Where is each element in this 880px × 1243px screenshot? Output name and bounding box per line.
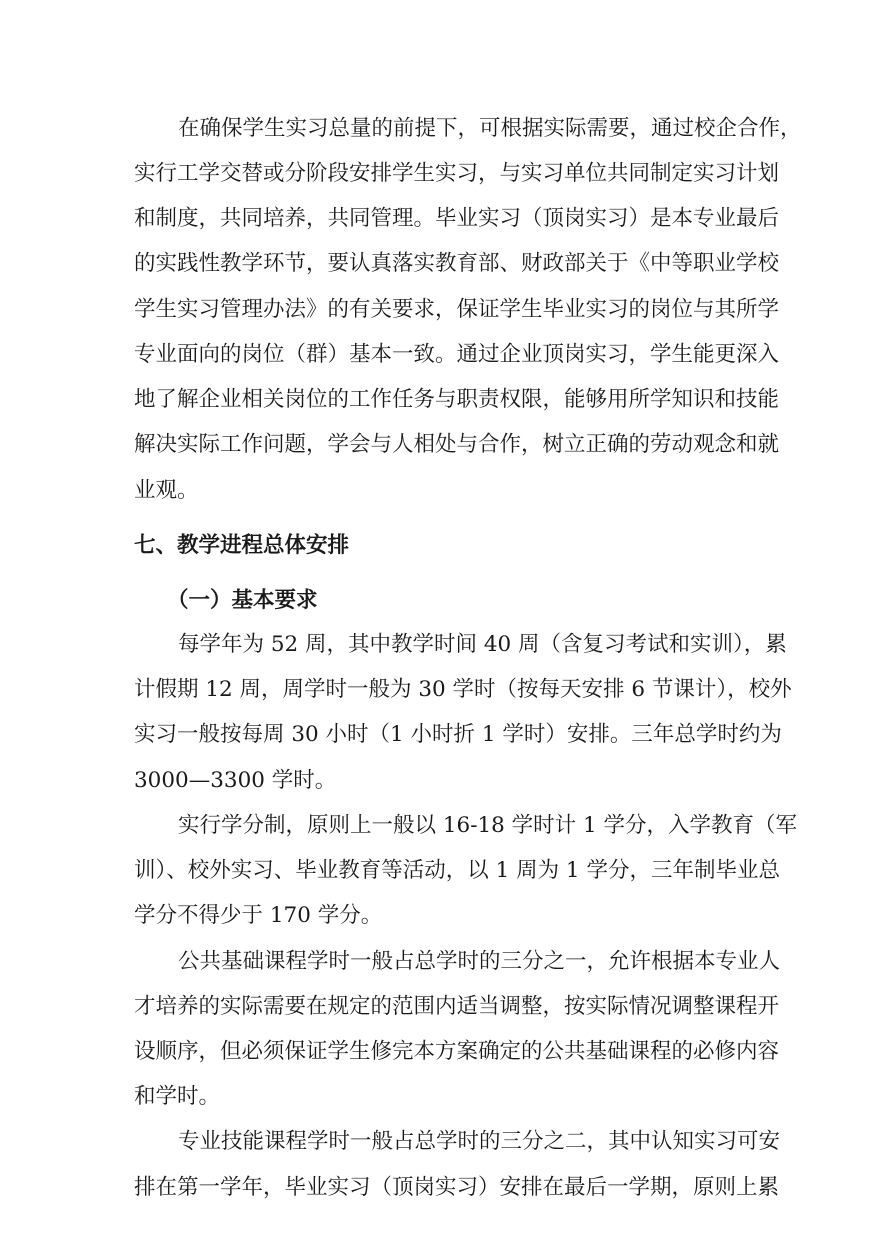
text-line: 计假期 12 周，周学时一般为 30 学时（按每天安排 6 节课计），校外 [134, 677, 792, 702]
text-line: 实行工学交替或分阶段安排学生实习，与实习单位共同制定实习计划 [134, 161, 780, 186]
text-line: 每学年为 52 周，其中教学时间 40 周（含复习考试和实训），累 [178, 632, 787, 657]
text-line: 学分不得少于 170 学分。 [134, 903, 383, 928]
text-line: 设顺序，但必须保证学生修完本方案确定的公共基础课程的必修内容 [134, 1039, 780, 1064]
text-line: 实习一般按每周 30 小时（1 小时折 1 学时）安排。三年总学时约为 [134, 722, 782, 747]
text-line: 解决实际工作问题，学会与人相处与合作，树立正确的劳动观念和就 [134, 432, 780, 457]
text-line: 的实践性教学环节，要认真落实教育部、财政部关于《中等职业学校 [134, 251, 780, 276]
text-line: 业观。 [134, 478, 199, 503]
subsection-heading: （一）基本要求 [167, 588, 318, 613]
section-heading: 七、教学进程总体安排 [134, 533, 350, 558]
text-line: 排在第一学年，毕业实习（顶岗实习）安排在最后一学期，原则上累 [134, 1175, 780, 1200]
text-line: 在确保学生实习总量的前提下，可根据实际需要，通过校企合作， [178, 116, 802, 141]
text-line: 专业技能课程学时一般占总学时的三分之二，其中认知实习可安 [178, 1129, 781, 1154]
text-line: 学生实习管理办法》的有关要求，保证学生毕业实习的岗位与其所学 [134, 297, 780, 322]
text-line: 和学时。 [134, 1084, 221, 1109]
text-line: 训）、校外实习、毕业教育等活动，以 1 周为 1 学分，三年制毕业总 [134, 858, 780, 883]
text-line: 才培养的实际需要在规定的范围内适当调整，按实际情况调整课程开 [134, 994, 780, 1019]
text-line: 实行学分制，原则上一般以 16-18 学时计 1 学分，入学教育（军 [178, 813, 797, 838]
text-line: 专业面向的岗位（群）基本一致。通过企业顶岗实习，学生能更深入 [134, 342, 780, 367]
text-line: 地了解企业相关岗位的工作任务与职责权限，能够用所学知识和技能 [134, 387, 780, 412]
text-line: 公共基础课程学时一般占总学时的三分之一，允许根据本专业人 [178, 949, 781, 974]
text-line: 3000—3300 学时。 [134, 768, 337, 793]
text-line: 和制度，共同培养，共同管理。毕业实习（顶岗实习）是本专业最后 [134, 206, 780, 231]
